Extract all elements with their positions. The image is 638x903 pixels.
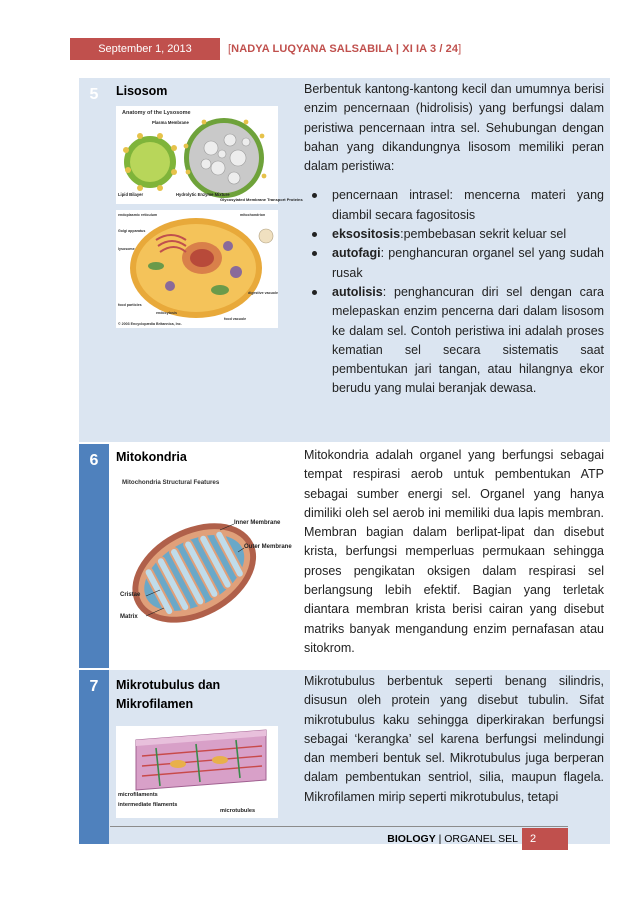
cytoskeleton-figure	[116, 726, 278, 818]
organel-description: Berbentuk kantong-kantong kecil dan umumnya berisi enzim pencernaan (hidrolisis) yang berfungsi dalam peristiwa pencernaan intra sel. Sehubungan dengan bahan yang dikandungnya lisosom memiliki peran dalam peristiwa:	[304, 82, 604, 174]
svg-text:Plasma Membrane: Plasma Membrane	[152, 120, 189, 125]
list-item: eksositosis:pembebasan sekrit keluar sel	[332, 225, 604, 244]
header-title: [NADYA LUQYANA SALSABILA | XI IA 3 / 24]	[228, 43, 462, 55]
organel-name: Mikrotubulus dan Mikrofilamen	[116, 678, 221, 711]
organel-name: Mitokondria	[116, 450, 187, 464]
page-footer	[110, 826, 568, 845]
svg-text:Matrix: Matrix	[120, 614, 138, 620]
list-item: autolisis: penghancuran diri sel dengan cara melepaskan enzim pencerna dari dalam lisosom ke dalam sel. Contoh peristiwa ini adalah proses kematian sel secara sistematis saat pembentukan jari tangan, atau hilangnya ekor berudu yang mulai beranjak dewasa.	[332, 283, 604, 399]
svg-text:Anatomy of the Lysosome: Anatomy of the Lysosome	[122, 110, 191, 116]
lysosome-anatomy-figure	[116, 106, 303, 204]
svg-text:lysosome: lysosome	[118, 247, 135, 251]
list-item: autofagi: penghancuran organel sel yang sudah rusak	[332, 244, 604, 283]
bullet-icon	[312, 193, 317, 198]
organel-table	[79, 76, 610, 844]
row-number: 5	[79, 77, 109, 443]
svg-text:endocytosis: endocytosis	[156, 311, 177, 315]
svg-text:microtubules: microtubules	[220, 808, 256, 814]
svg-text:Mitochondria Structural Featur: Mitochondria Structural Features	[122, 479, 220, 486]
svg-text:microfilaments: microfilaments	[118, 792, 158, 798]
svg-text:Hydrolytic Enzyme Mixture: Hydrolytic Enzyme Mixture	[176, 192, 230, 197]
organel-description: Mitokondria adalah organel yang berfungsi sebagai tempat respirasi aerob untuk pembentukan ATP sebagai sumber energi sel. Organel yang hanya dimiliki oleh sel aerob ini memiliki dua lapis membran. Membran bagian dalam berlipat-lipat dan disebut krista, berfungsi memperluas permukaan sehingga proses pengikatan oksigen dalam respirasi sel berlangsung lebih efektif. Bagian yang terletak diantara membran krista berisi cairan yang disebut matriks banyak mengandung enzim pernafasan atau sitokrom.	[304, 448, 604, 655]
organel-name: Lisosom	[116, 84, 168, 98]
row-number: 7	[79, 669, 109, 844]
svg-text:food vacuole: food vacuole	[224, 317, 247, 321]
row-number: 6	[79, 443, 109, 669]
footer-label: BIOLOGY | ORGANEL SEL	[387, 833, 518, 845]
mitochondria-figure	[116, 472, 292, 642]
svg-text:Lipid Bilayer: Lipid Bilayer	[118, 192, 144, 197]
table-row	[79, 77, 610, 443]
svg-text:food particles: food particles	[118, 303, 142, 307]
svg-text:Outer Membrane: Outer Membrane	[244, 544, 292, 550]
bullet-icon	[312, 290, 317, 295]
svg-text:digestive vacuole: digestive vacuole	[248, 291, 278, 295]
table-row	[79, 669, 610, 844]
organel-name-cell	[109, 77, 303, 443]
svg-text:intermediate filaments: intermediate filaments	[118, 802, 178, 808]
function-list	[304, 186, 604, 398]
page-header	[70, 38, 461, 60]
svg-text:Glycosylated Membrane Transpor: Glycosylated Membrane Transport Proteins	[220, 197, 303, 202]
svg-text:Golgi apparatus: Golgi apparatus	[118, 229, 146, 233]
organel-description-cell	[298, 669, 610, 844]
page-number: 2	[522, 828, 568, 850]
organel-name-cell	[109, 443, 298, 669]
bullet-icon	[312, 251, 317, 256]
list-item: pencernaan intrasel: mencerna materi yang diambil secara fagositosis	[332, 186, 604, 225]
svg-text:Cristae: Cristae	[120, 592, 141, 598]
organel-description: Mikrotubulus berbentuk seperti benang silindris, disusun oleh protein yang disebut tubulin. Sifat mikrotubulus kaku sehingga diperkirakan berfungsi sebagai ‘kerangka’ sel karena berfungsi melindungi dan memberi bentuk sel. Mikrotubulus juga berperan dalam pembentukan sentriol, silia, maupun flagela. Mikrofilamen mirip seperti mikrotubulus, tetapi	[304, 674, 604, 804]
svg-text:endoplasmic reticulum: endoplasmic reticulum	[118, 213, 158, 217]
bullet-icon	[312, 232, 317, 237]
svg-text:Inner Membrane: Inner Membrane	[234, 520, 281, 526]
svg-text:mitochondrion: mitochondrion	[240, 213, 266, 217]
organel-name-cell	[109, 669, 298, 844]
header-date: September 1, 2013	[70, 38, 220, 60]
organel-description-cell	[298, 77, 610, 443]
table-row	[79, 443, 610, 669]
organel-description-cell	[298, 443, 610, 669]
svg-text:© 2003 Encyclopædia Britannica: © 2003 Encyclopædia Britannica, Inc.	[118, 322, 182, 326]
cell-digestion-figure	[116, 210, 278, 328]
